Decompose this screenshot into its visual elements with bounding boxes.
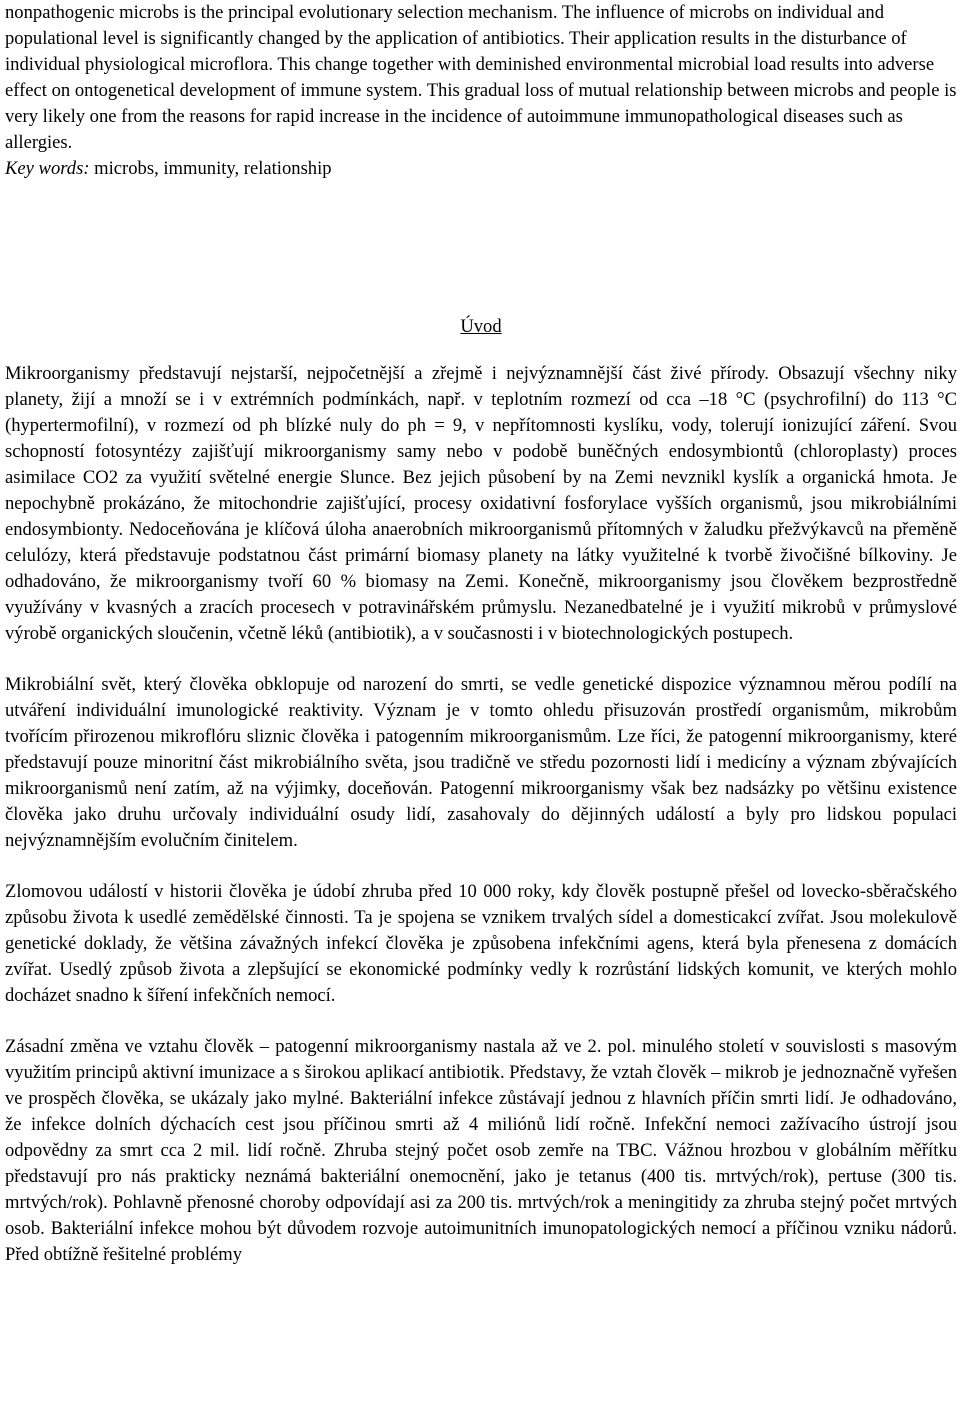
abstract-text: nonpathogenic microbs is the principal evolutionary selection mechanism. The influence of microbs on individual and populational level is significantly changed by the application of antibiotics. Their application results in the disturbance of individual physiological microflora. This change together with deminished environmental microbial load results into adverse effect on ontogenetical development of immune system. This gradual loss of mutual relationship between microbs and people is very likely one from the reasons for rapid increase in the incidence of autoimmune immunopathological diseases such as allergies. [5,2,957,153]
body-paragraph-1: Mikroorganismy představují nejstarší, nejpočetnější a zřejmě i nejvýznamnější část živé přírody. Obsazují všechny niky planety, žijí a množí se i v extrémních podmínkách, např. v teplotním rozmezí od cca –18 °C (psychrofilní) do 113 °C (hypertermofilní), v rozmezí od ph blízké nuly do ph = 9, v nepřítomnosti kyslíku, vody, tolerují ionizující záření. Svou schopností fotosyntézy zajišťují mikroorganismy samy nebo v podobě buněčných endosymbiontů (chloroplasty) proces asimilace CO2 za využití světelné energie Slunce. Bez jejich působení by na Zemi nevznikl kyslík a organická hmota. Je nepochybně prokázáno, že mitochondrie zajišťující, procesy oxidativní fosforylace vyšších organismů, jsou mikrobiálními endosymbionty. Nedoceňována je klíčová úloha anaerobních mikroorganismů přítomných v žaludku přežvýkavců na přeměně celulózy, která představuje podstatnou část primární biomasy planety na látky využitelné k tvorbě živočišné bílkoviny. Je odhadováno, že mikroorganismy tvoří 60 % biomasy na Zemi. Konečně, mikroorganismy jsou člověkem bezprostředně využívány v kvasných a zracích procesech v potravinářském průmyslu. Nezanedbatelné je i využití mikrobů v průmyslové výrobě organických sloučenin, včetně léků (antibiotik), a v současnosti i v biotechnologických postupech. [5,363,957,644]
body-paragraph-4: Zásadní změna ve vztahu člověk – patogenní mikroorganismy nastala až ve 2. pol. minulého století v souvislosti s masovým využitím principů aktivní imunizace a s širokou aplikací antibiotik. Představy, že vztah člověk – mikrob je jednoznačně vyřešen ve prospěch člověka, se ukázaly jako mylné. Bakteriální infekce zůstávají jednou z hlavních příčin smrti lidí. Je odhadováno, že infekce dolních dýchacích cest jsou příčinou smrti až 4 miliónů lidí ročně. Infekční nemoci zažívacího ústrojí jsou odpovědny za smrt cca 2 mil. lidí ročně. Zhruba stejný počet osob zemře na TBC. Vážnou hrozbou v globálním měřítku představují pro nás prakticky neznámá bakteriální onemocnění, jako je tetanus (400 tis. mrtvých/rok), pertuse (300 tis. mrtvých/rok). Pohlavně přenosné choroby odpovídají asi za 200 tis. mrtvých/rok a meningitidy za zhruba stejný počet mrtvých osob. Bakteriální infekce mohou být důvodem rozvoje autoimunitních imunopatologických nemocí a příčinou vzniku nádorů. Před obtížně řešitelné problémy [5,1036,957,1265]
body-paragraph-3: Zlomovou událostí v historii člověka je údobí zhruba před 10 000 roky, kdy člověk postupně přešel od lovecko-sběračského způsobu života k usedlé zemědělské činnosti. Ta je spojena se vznikem trvalých sídel a domesticakcí zvířat. Jsou molekulově genetické doklady, že většina závažných infekcí člověka je způsobena infekčními agens, která byla přenesena z domácích zvířat. Usedlý způsob života a zlepšující se ekonomické podmínky vedly k rozrůstání lidských komunit, ve kterých mohlo docházet snadno k šíření infekčních nemocí. [5,881,957,1006]
keywords-label: Key words: [5,158,90,179]
section-title: Úvod [460,316,502,337]
keywords-value: microbs, immunity, relationship [89,158,332,179]
body-paragraph-2: Mikrobiální svět, který člověka obklopuje od narození do smrti, se vedle genetické dispozice významnou měrou podílí na utváření individuální imunologické reaktivity. Význam je v tomto ohledu přisuzován prostředí organismům, mikrobům tvořícím přirozenou mikroflóru sliznic člověka i patogenním mikroorganismům. Lze říci, že patogenní mikroorganismy, které představují pouze minoritní část mikrobiálního světa, jsou tradičně ve středu pozornosti lidí i medicíny a význam zbývajících mikroorganismů není zatím, až na výjimky, doceňován. Patogenní mikroorganismy však bez nadsázky po většinu existence člověka jako druhu určovaly individuální osudy lidí, zasahovaly do dějinných událostí a byly pro lidskou populaci nejvýznamnějším evolučním činitelem. [5,674,957,851]
keywords-line [5,156,957,182]
document-page [5,0,957,1268]
